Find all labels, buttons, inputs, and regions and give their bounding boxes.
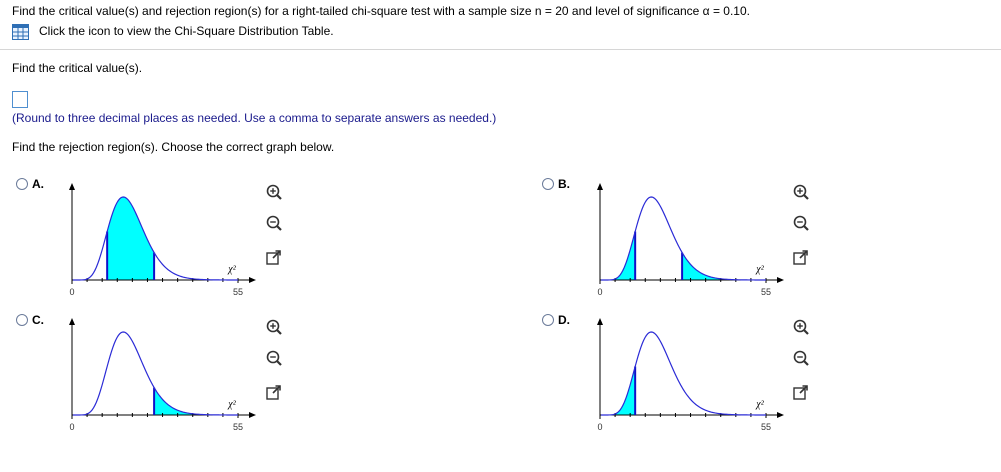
y-axis-arrow [69,183,75,190]
rounding-note: (Round to three decimal places as needed. Use a comma to separate answers as needed.) [12,111,497,125]
zoom-out-icon[interactable] [792,349,810,367]
graph-option-b [588,175,788,300]
critical-value-label: Find the critical value(s). [12,61,143,75]
rejection-region [682,253,766,280]
x-tick-label-end: 55 [760,422,772,432]
axis-symbol: χ² [228,264,236,275]
option-c-radio[interactable] [16,314,28,326]
axis-symbol: χ² [228,399,236,410]
option-b-label: B. [558,177,570,191]
x-tick-label-start: 0 [597,422,603,432]
axis-symbol: χ² [756,264,764,275]
x-axis-arrow [249,412,256,418]
zoom-in-icon[interactable] [792,183,810,201]
table-icon[interactable] [12,24,29,40]
y-axis-arrow [69,318,75,325]
zoom-out-icon[interactable] [265,349,283,367]
density-curve [73,197,238,280]
rejection-region [601,366,635,415]
option-c-label: C. [32,313,44,327]
x-tick-label-end: 55 [760,287,772,297]
x-axis-arrow [249,277,256,283]
axis-symbol: χ² [756,399,764,410]
rejection-region [154,388,238,415]
rejection-region-label: Find the rejection region(s). Choose the correct graph below. [12,140,335,154]
x-tick-label-start: 0 [69,422,75,432]
option-a-label: A. [32,177,44,191]
graph-option-c [60,310,260,435]
rejection-region [601,231,635,280]
x-tick-label-start: 0 [69,287,75,297]
option-b-radio[interactable] [542,178,554,190]
option-d-radio[interactable] [542,314,554,326]
zoom-in-icon[interactable] [265,318,283,336]
zoom-in-icon[interactable] [265,183,283,201]
x-axis-arrow [777,412,784,418]
divider [0,49,1001,50]
popout-icon[interactable] [792,384,810,402]
critical-value-input[interactable] [12,91,28,108]
popout-icon[interactable] [265,249,283,267]
y-axis-arrow [597,318,603,325]
x-tick-label-end: 55 [232,422,244,432]
x-tick-label-end: 55 [232,287,244,297]
graph-option-a [60,175,260,300]
table-link[interactable]: Click the icon to view the Chi-Square Distribution Table. [39,24,334,38]
popout-icon[interactable] [265,384,283,402]
question-prompt: Find the critical value(s) and rejection region(s) for a right-tailed chi-square test with a sample size n = 20 and level of significance α = 0.10. [12,4,750,18]
zoom-out-icon[interactable] [792,214,810,232]
popout-icon[interactable] [792,249,810,267]
zoom-in-icon[interactable] [792,318,810,336]
option-d-label: D. [558,313,570,327]
option-a-radio[interactable] [16,178,28,190]
x-axis-arrow [777,277,784,283]
x-tick-label-start: 0 [597,287,603,297]
zoom-out-icon[interactable] [265,214,283,232]
y-axis-arrow [597,183,603,190]
graph-option-d [588,310,788,435]
